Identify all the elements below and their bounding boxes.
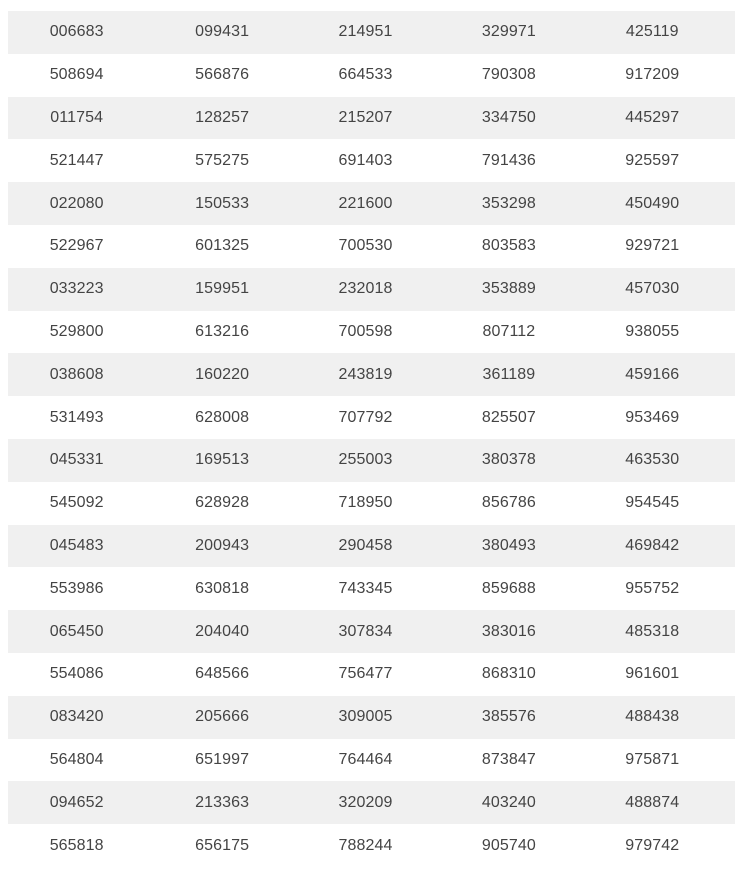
table-cell: 648566: [195, 665, 250, 683]
table-cell: 873847: [481, 750, 536, 768]
table-cell: 975871: [625, 750, 680, 768]
table-row: [8, 97, 735, 140]
table-cell: 531493: [49, 408, 104, 426]
number-table-container: [8, 11, 735, 867]
table-cell: 022080: [49, 194, 104, 212]
table-cell: 488874: [625, 793, 680, 811]
table-cell: 290458: [338, 536, 393, 554]
table-cell: 564804: [49, 750, 104, 768]
table-row: [8, 396, 735, 439]
table-cell: 065450: [49, 622, 104, 640]
table-cell: 214951: [338, 23, 393, 41]
table-row: [8, 225, 735, 268]
table-cell: 205666: [195, 708, 250, 726]
table-row: [8, 11, 735, 54]
table-cell: 150533: [195, 194, 250, 212]
table-cell: 169513: [195, 451, 250, 469]
table-cell: 791436: [481, 151, 536, 169]
table-cell: 334750: [481, 108, 536, 126]
table-cell: 243819: [338, 365, 393, 383]
table-cell: 938055: [625, 322, 680, 340]
table-cell: 955752: [625, 579, 680, 597]
table-row: [8, 139, 735, 182]
table-cell: 628928: [195, 494, 250, 512]
table-cell: 613216: [195, 322, 250, 340]
table-row: [8, 610, 735, 653]
table-cell: 825507: [481, 408, 536, 426]
table-cell: 743345: [338, 579, 393, 597]
table-cell: 159951: [195, 280, 250, 298]
table-cell: 457030: [625, 280, 680, 298]
table-cell: 700530: [338, 237, 393, 255]
table-cell: 929721: [625, 237, 680, 255]
table-cell: 383016: [481, 622, 536, 640]
table-cell: 094652: [49, 793, 104, 811]
table-cell: 221600: [338, 194, 393, 212]
table-cell: 925597: [625, 151, 680, 169]
table-cell: 204040: [195, 622, 250, 640]
table-cell: 868310: [481, 665, 536, 683]
table-row: [8, 182, 735, 225]
table-cell: 954545: [625, 494, 680, 512]
table-cell: 803583: [481, 237, 536, 255]
table-cell: 485318: [625, 622, 680, 640]
table-cell: 566876: [195, 66, 250, 84]
table-cell: 756477: [338, 665, 393, 683]
table-cell: 508694: [49, 66, 104, 84]
table-cell: 788244: [338, 836, 393, 854]
table-cell: 601325: [195, 237, 250, 255]
table-cell: 403240: [481, 793, 536, 811]
table-cell: 006683: [49, 23, 104, 41]
table-cell: 718950: [338, 494, 393, 512]
table-cell: 656175: [195, 836, 250, 854]
table-cell: 529800: [49, 322, 104, 340]
table-cell: 575275: [195, 151, 250, 169]
table-cell: 255003: [338, 451, 393, 469]
table-cell: 764464: [338, 750, 393, 768]
table-row: [8, 525, 735, 568]
table-cell: 361189: [482, 365, 536, 383]
table-cell: 232018: [338, 280, 393, 298]
table-cell: 700598: [338, 322, 393, 340]
table-row: [8, 696, 735, 739]
table-cell: 353889: [481, 280, 536, 298]
table-cell: 307834: [338, 622, 393, 640]
table-cell: 905740: [481, 836, 536, 854]
table-cell: 329971: [481, 23, 536, 41]
table-cell: 099431: [195, 23, 250, 41]
table-cell: 628008: [195, 408, 250, 426]
table-row: [8, 268, 735, 311]
table-cell: 445297: [625, 108, 680, 126]
table-row: [8, 781, 735, 824]
table-cell: 553986: [49, 579, 104, 597]
table-row: [8, 482, 735, 525]
table-cell: 309005: [338, 708, 393, 726]
table-cell: 488438: [625, 708, 680, 726]
table-cell: 045483: [49, 536, 104, 554]
table-cell: 463530: [625, 451, 680, 469]
table-cell: 790308: [481, 66, 536, 84]
table-cell: 213363: [195, 793, 250, 811]
table-cell: 545092: [49, 494, 104, 512]
table-cell: 200943: [195, 536, 250, 554]
table-cell: 554086: [49, 665, 104, 683]
table-cell: 320209: [338, 793, 393, 811]
table-cell: 033223: [49, 280, 104, 298]
table-row: [8, 567, 735, 610]
table-row: [8, 739, 735, 782]
table-cell: 856786: [481, 494, 536, 512]
table-cell: 691403: [338, 151, 393, 169]
table-cell: 469842: [625, 536, 680, 554]
table-cell: 215207: [338, 108, 393, 126]
table-cell: 160220: [195, 365, 250, 383]
table-row: [8, 353, 735, 396]
table-cell: 707792: [338, 408, 393, 426]
table-cell: 630818: [195, 579, 250, 597]
table-cell: 664533: [338, 66, 393, 84]
table-cell: 450490: [625, 194, 680, 212]
table-cell: 385576: [481, 708, 536, 726]
table-row: [8, 653, 735, 696]
table-cell: 128257: [195, 108, 250, 126]
table-cell: 521447: [49, 151, 104, 169]
table-cell: 045331: [49, 451, 104, 469]
table-cell: 083420: [49, 708, 104, 726]
table-cell: 522967: [49, 237, 104, 255]
table-row: [8, 54, 735, 97]
number-table: [8, 11, 735, 867]
table-cell: 979742: [625, 836, 680, 854]
table-cell: 565818: [49, 836, 104, 854]
table-cell: 917209: [625, 66, 680, 84]
table-row: [8, 824, 735, 867]
number-table-body: [8, 11, 735, 867]
table-cell: 425119: [625, 23, 679, 41]
table-cell: 651997: [195, 750, 250, 768]
table-cell: 953469: [625, 408, 680, 426]
table-cell: 380493: [481, 536, 536, 554]
table-cell: 038608: [49, 365, 104, 383]
table-cell: 353298: [481, 194, 536, 212]
table-row: [8, 439, 735, 482]
table-cell: 859688: [481, 579, 536, 597]
table-row: [8, 311, 735, 354]
table-cell: 459166: [625, 365, 680, 383]
table-cell: 380378: [481, 451, 536, 469]
table-cell: 961601: [625, 665, 680, 683]
table-cell: 807112: [482, 322, 536, 340]
table-cell: 011754: [50, 108, 104, 126]
